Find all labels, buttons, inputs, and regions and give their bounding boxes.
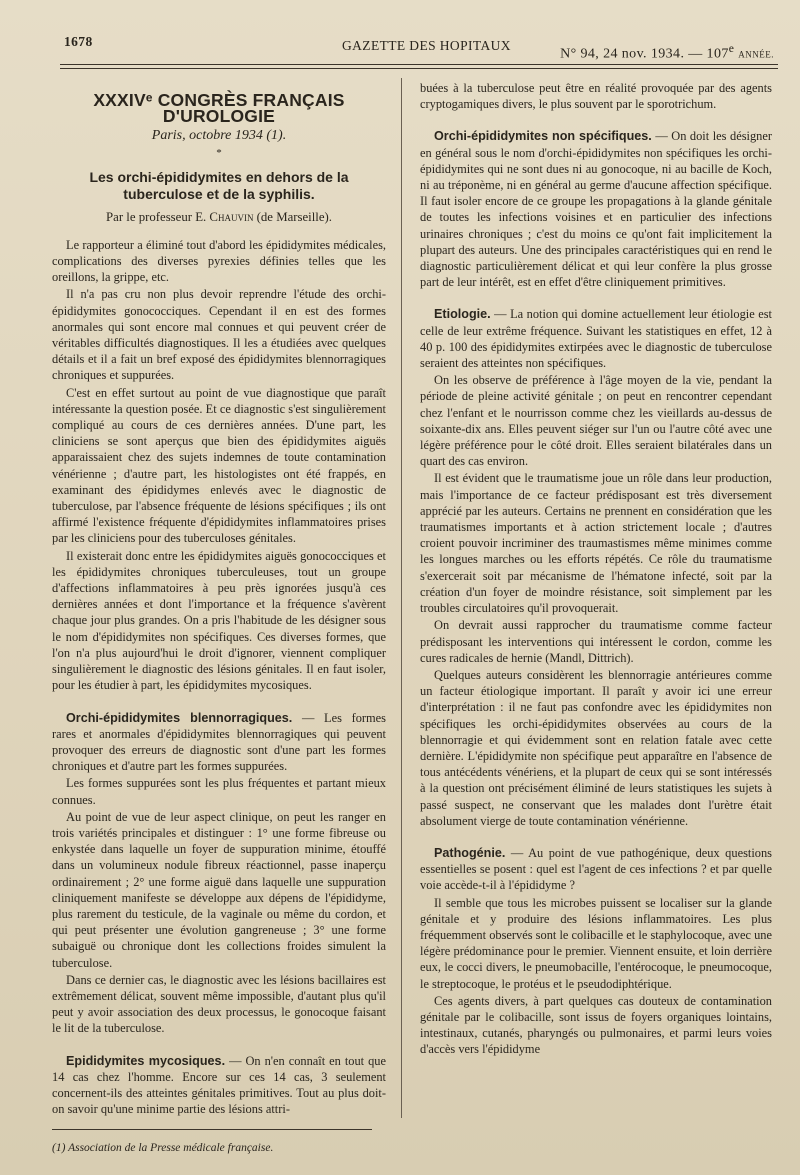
section-text: — Les formes rares et anormales d'épididymites blennorragiques qui peuvent provoquer des erreurs de diagnostic sont d'une part les formes chroniques et d'autre part les formes suppurées. (52, 710, 387, 774)
paragraph: Quelques auteurs considèrent les blennorragie antérieures comme un facteur étiologique important. Il paraît y avoir ici une erreur d'interprétation : il ne faut pas confondre avec les épididymites non spécifiques les orchi-épididymites observées au cours de la blennorragie et qui évidemment sont en relation fatale avec cette dernière. L'épididymite non spécifique peut apparaître en l'absence de tous antécédents vénériens, et la plupart de ceux qui se sont intéressés à la question ont précisément éliminé de leurs statistiques les sujets à passé suspect, ne conservant que les malades dont l'urètre était absolument vierge de toute contamination vénérienne. (420, 667, 772, 828)
paragraph: Le rapporteur a éliminé tout d'abord les épididymites médicales, complications des diverses pyrexies définies telles que les oreillons, la grippe, etc. (52, 237, 386, 285)
author-prefix: Par le professeur E. (106, 209, 210, 224)
section-text: — La notion qui domine actuellement leur étiologie est celle de leur extrême fréquence. Suivant les statistiques en effet, 12 à 40 p. 100 des épididymites extirpées avec le diagnostic de tuberculose seraient des atteintes non spécifiques. (420, 307, 772, 371)
paragraph: Les formes suppurées sont les plus fréquentes et partant mieux connues. (52, 776, 386, 807)
section-heading: Orchi-épididymites blennorragiques. (66, 710, 293, 725)
paragraph: Il existerait donc entre les épididymites aiguës gonococciques et les épididymites chroniques tuberculeuses, tout un groupe d'affections inflammatoires à peu près ignorées jusqu'à ces dernières années et dont l'importance et la fréquence s'avèrent chaque jour plus grandes. On a pris l'habitude de les désigner sous le nom d'épididymites non spécifiques. Ces diverses formes, que l'on n'a plus aujourd'hui le droit d'ignorer, viennent compliquer singulièrement le diagnostic des lésions génitales. Il en faut isoler, pour les étudier à part, les épididymites mycosiques. (52, 548, 386, 693)
author-suffix: (de Marseille). (253, 209, 332, 224)
page-number: 1678 (64, 34, 93, 49)
paragraph: C'est en effet surtout au point de vue diagnostique que paraît intéressante la question posée. Et ce diagnostic s'est singulièrement compliqué au cours de ces dernières années. D'une part, les cliniciens se sont aperçus que bien des épididymites aiguës apparaissaient chez des sujets indemnes de toute contamination vénérienne ; d'autre part, les histologistes ont été frappés, en examinant des épididymes enlevés avec le diagnostic de tuberculose, par l'absence fréquente de lésions spécifiques ; ils ont affirmé l'existence fréquente d'épididymites inflammatoires prises par les cliniciens pour des tuberculoses génitales. (52, 385, 386, 546)
right-column (420, 80, 772, 1058)
section-text: — On doit les désigner en général sous le nom d'orchi-épididymites non spécifiques les orchi-épididymites qui ne sont dues ni au gonocoque, ni au bacille de Koch, ni au tréponème, ni en général au germe d'aucune affection spécifique. Il faut isoler encore de ce groupe les propagations à la glande génitale de toutes les infections voisines et en particulier des infections urinaires chroniques ; c'est du moins ce qu'ont fait implicitement la plupart des auteurs. Une des principales caractéristiques qui en rend le diagnostic particulièrement délicat et qui leur confère la plus grosse part de leur intérêt, est en effet d'être cliniquement primitives. (420, 129, 772, 290)
congress-place: Paris, octobre 1934 (1). (151, 128, 287, 144)
section-heading: Orchi-épididymites non spécifiques. (434, 129, 652, 144)
issue-superscript: e (728, 42, 735, 55)
column-divider (401, 78, 402, 1118)
paragraph: Dans ce dernier cas, le diagnostic avec les lésions bacillaires est extrêmement délicat, souvent même impossible, d'autant plus qu'il peut y avoir association des deux processus, le gonocoque faisant le lit de la tuberculose. (52, 972, 386, 1036)
issue-suffix: ANNÉE. (738, 49, 774, 60)
section-text: — On n'en connaît en tout que 14 cas chez l'homme. Encore sur ces 14 cas, 3 seulement concernent-ils des atteintes génitales primitives. Tout au plus doit-on savoir qu'une minime partie des lésions attri- (52, 1053, 386, 1117)
section-heading: Etiologie. (434, 307, 491, 322)
issue-text: N° 94, 24 nov. 1934. — 107 (560, 46, 729, 62)
paragraph: Il n'a pas cru non plus devoir reprendre l'étude des orchi-épididymites gonococciques. Cependant il en est des formes anormales qui sont encore mal connues et qui peuvent créer de véritables difficultés diagnostiques. Il les a étudiées avec quelques détails et il a fait un bref exposé des épididymites blennorragiques chroniques et suppurées. (52, 287, 386, 383)
header-rule (60, 64, 778, 65)
paragraph: buées à la tuberculose peut être en réalité provoquée par des agents cryptogamiques divers, le plus souvent par le sporotrichum. (420, 81, 772, 112)
section-heading: Pathogénie. (434, 845, 506, 860)
section-heading: Epididymites mycosiques. (66, 1053, 226, 1068)
footnote: (1) Association de la Presse médicale française. (52, 1142, 274, 1155)
paragraph: Au point de vue de leur aspect clinique, on peut les ranger en trois variétés principales et distinguer : 1° une forme fibreuse ou enkystée dans laquelle un foyer de suppuration minime, étouffé dans un volumineux nodule fibreux réactionnel, passe inaperçu ordinairement ; 2° une forme aiguë dans laquelle une suppuration cliniquement manifeste se développe aux dépens de l'épididyme, plus rarement du testicule, de la vaginale ou même du cordon, et qui peut présenter une évolution gangreneuse ; 3° une forme subaiguë ou chronique dont les collections froides simulent la tuberculose. (52, 809, 386, 970)
section-text: — Au point de vue pathogénique, deux questions essentielles se posent : quel est l'agent de ces infections ? et par quelle voie accède-t-il à l'épididyme ? (420, 845, 772, 893)
article-title: Les orchi-épididymites en dehors de la tuberculose et de la syphilis. (89, 168, 349, 202)
paragraph: Il semble que tous les microbes puissent se localiser sur la glande génitale et y produire des lésions inflammatoires. Les plus fréquemment observés sont le colibacille et le staphylocoque, avec une légère prédominance pour le premier. Viennent ensuite, et loin derrière eux, le cocci divers, le pneumobacille, l'entérocoque, le pneumocoque, le streptocoque, le protéus et le pseudodiphtérique. (420, 895, 772, 991)
separator-star: * (216, 146, 222, 159)
issue-info (560, 42, 774, 63)
left-column (52, 86, 386, 1157)
author-line (52, 209, 386, 225)
section-paragraph (420, 306, 772, 371)
running-header (60, 30, 778, 60)
header-rule-thin (60, 68, 778, 69)
author-name: Chauvin (209, 209, 254, 224)
congress-heading: XXXIVᵉ CONGRÈS FRANÇAIS D'UROLOGIE (93, 90, 345, 127)
section-paragraph (420, 128, 772, 290)
paragraph: Ces agents divers, à part quelques cas douteux de contamination génitale par le colibacille, sont issus de foyers organiques lointains, intestinaux, cutanés, pharyngés ou pulmonaires, et parmi leurs voies d'accès vers l'épididyme (420, 993, 772, 1057)
section-paragraph (420, 845, 772, 894)
footnote-rule (52, 1129, 372, 1130)
paragraph: Il est évident que le traumatisme joue un rôle dans leur production, mais l'importance de ce facteur prédisposant est très diversement apprécié par les auteurs. Certains ne prennent en considération que les traumatismes importants et à action strictement locale ; d'autres croient pouvoir incriminer des traumastismes même minimes comme les longues marches ou les efforts répétés. Ce rôle du traumatisme s'exercerait soit par mécanisme de l'hématone infecté, soit par la création d'un foyer de moindre résistance, soit simplement par les troubles circulatoires qu'il provoquerait. (420, 471, 772, 616)
paragraph: On devrait aussi rapprocher du traumatisme comme facteur prédisposant les interventions qui intéressent le cordon, comme les cures radicales de hernie (Mandl, Dittrich). (420, 618, 772, 665)
paragraph: On les observe de préférence à l'âge moyen de la vie, pendant la période de pleine activité génitale ; on peut en rencontrer cependant chez l'enfant et le nourrisson comme chez les vieillards au-dessus de soixante-dix ans. Elles peuvent siéger sur l'un ou l'autre côté avec une légère préférence pour le côté droit. Elles seraient bilatérales dans un quart des cas environ. (420, 373, 772, 469)
section-paragraph (52, 710, 386, 775)
section-paragraph (52, 1053, 386, 1118)
journal-title: GAZETTE DES HOPITAUX (342, 38, 511, 53)
